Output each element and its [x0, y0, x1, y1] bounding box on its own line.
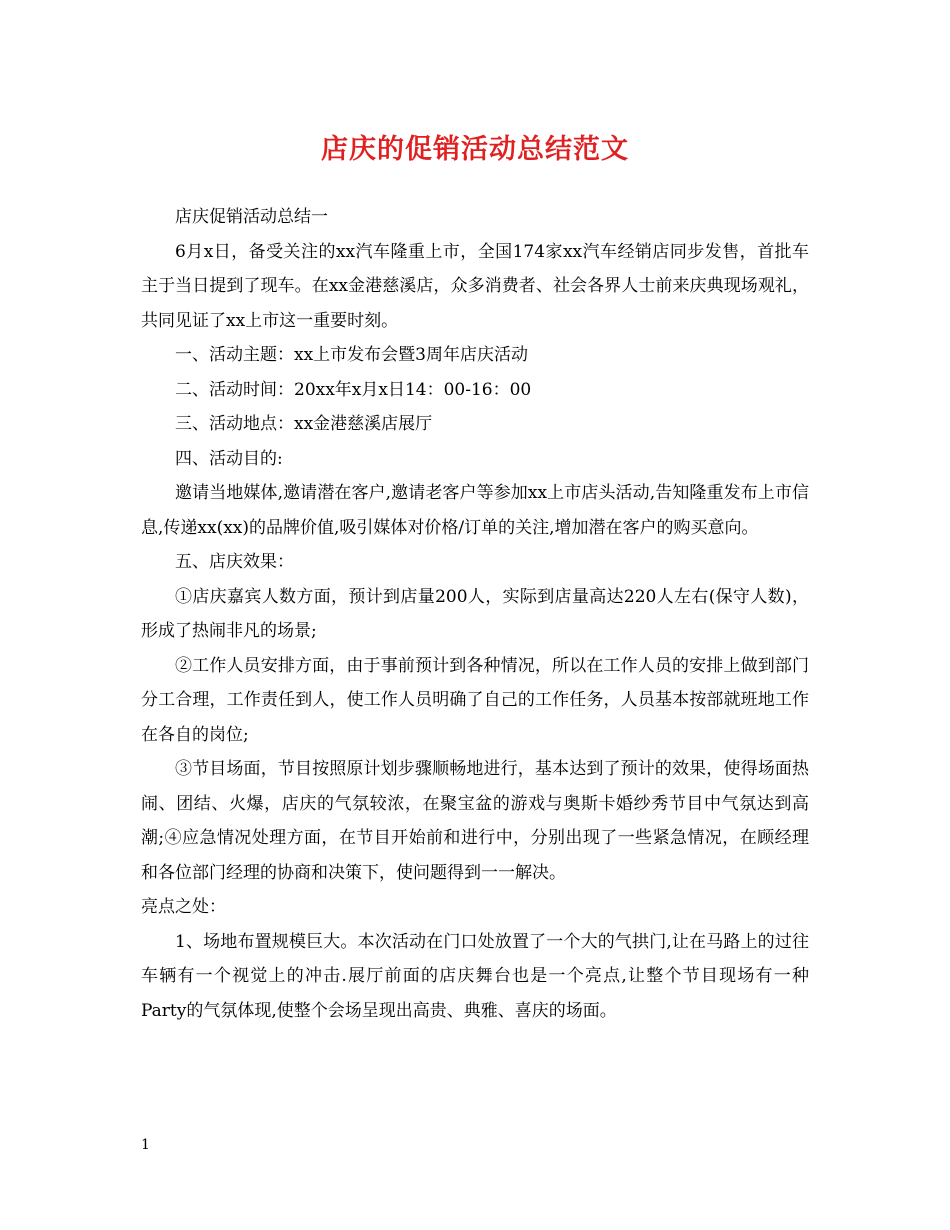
paragraph: 亮点之处：	[141, 897, 226, 917]
paragraph: 邀请当地媒体,邀请潜在客户,邀请老客户等参加xx上市店头活动,告知隆重发布上市信息,传递xx(xx)的品牌价值,吸引媒体对价格/订单的关注,增加潜在客户的购买意向。	[141, 483, 809, 538]
paragraph: ②工作人员安排方面，由于事前预计到各种情况，所以在工作人员的安排上做到部门分工合理，工作责任到人，使工作人员明确了自己的工作任务，人员基本按部就班地工作在各自的岗位;	[141, 655, 809, 745]
paragraph: ③节目场面，节目按照原计划步骤顺畅地进行，基本达到了预计的效果，使得场面热闹、团结、火爆，店庆的气氛较浓，在聚宝盆的游戏与奥斯卡婚纱秀节目中气氛达到高潮;④应急情况处理方面，在节目开始前和进行中，分别出现了一些紧急情况，在顾经理和各位部门经理的协商和决策下，使问题得到一一解决。	[141, 759, 809, 883]
list-item: 四、活动目的:	[175, 448, 283, 469]
list-item: 三、活动地点：xx金港慈溪店展厅	[175, 414, 433, 434]
list-item: 一、活动主题：xx上市发布会暨3周年店庆活动	[175, 345, 528, 365]
paragraph: ①店庆嘉宾人数方面，预计到店量200人，实际到店量高达220人左右(保守人数)，形成了热闹非凡的场景;	[141, 586, 809, 641]
section-heading: 店庆促销活动总结一	[175, 207, 328, 227]
document-body	[141, 200, 809, 1028]
paragraph: 6月x日，备受关注的xx汽车隆重上市，全国174家xx汽车经销店同步发售，首批车主于当日提到了现车。在xx金港慈溪店，众多消费者、社会各界人士前来庆典现场观礼，共同见证了xx上市这一重要时刻。	[141, 241, 809, 331]
paragraph: 1、场地布置规模巨大。本次活动在门口处放置了一个大的气拱门,让在马路上的过往车辆有一个视觉上的冲击.展厅前面的店庆舞台也是一个亮点,让整个节目现场有一种Party的气氛体现,使整个会场呈现出高贵、典雅、喜庆的场面。	[141, 931, 809, 1021]
document-title: 店庆的促销活动总结范文	[321, 134, 629, 165]
list-item: 五、店庆效果：	[175, 552, 294, 572]
page-number: 1	[141, 1137, 150, 1153]
list-item: 二、活动时间：20xx年x月x日14：00-16：00	[175, 379, 532, 400]
